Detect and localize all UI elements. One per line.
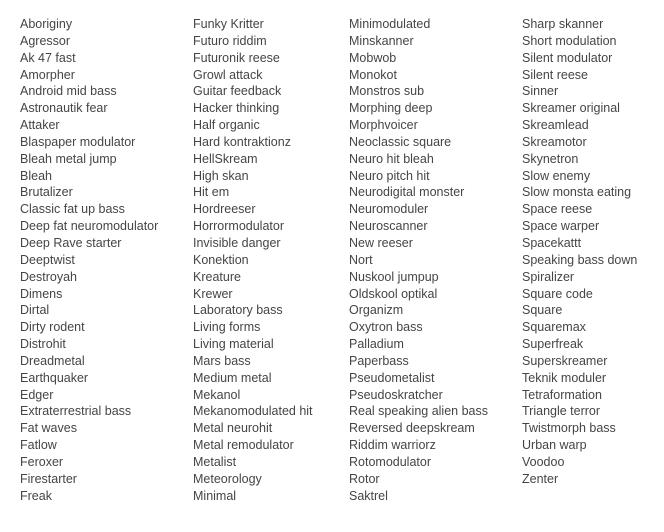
preset-name: Laboratory bass <box>193 303 283 318</box>
preset-name: Minskanner <box>349 33 414 48</box>
preset-name: Extraterrestrial bass <box>20 404 132 419</box>
preset-name: Android mid bass <box>20 84 117 99</box>
preset-name: Living material <box>193 337 274 352</box>
preset-name: Earthquaker <box>20 370 89 385</box>
preset-name: Neuro pitch hit <box>349 168 430 183</box>
preset-name: Saktrel <box>349 488 388 503</box>
preset-name: Invisible danger <box>193 235 281 250</box>
preset-column-1 <box>20 16 158 504</box>
preset-name: Square <box>522 303 563 318</box>
preset-name: Bleah <box>20 168 52 183</box>
preset-name: Sinner <box>522 84 559 99</box>
preset-name: HellSkream <box>193 151 258 166</box>
preset-name: Neuromoduler <box>349 202 429 217</box>
preset-name: Firestarter <box>20 471 77 486</box>
preset-name: Deep fat neuromodulator <box>20 219 159 234</box>
preset-name: Distrohit <box>20 337 66 352</box>
preset-name: Metal neurohit <box>193 421 273 436</box>
preset-name: Dreadmetal <box>20 353 85 368</box>
preset-name: Skreamlead <box>522 118 589 133</box>
preset-name: Guitar feedback <box>193 84 282 99</box>
preset-name: Metal remodulator <box>193 438 294 453</box>
preset-name: Konektion <box>193 252 249 267</box>
preset-name: Agressor <box>20 33 71 48</box>
preset-name: Skynetron <box>522 151 579 166</box>
preset-name: Horrormodulator <box>193 219 285 234</box>
preset-name: Medium metal <box>193 370 272 385</box>
preset-name: Astronautik fear <box>20 101 108 116</box>
preset-name: Dimens <box>20 286 63 301</box>
preset-column-2 <box>193 16 313 504</box>
preset-name: High skan <box>193 168 249 183</box>
preset-name: Funky Kritter <box>193 17 264 31</box>
preset-name: Hit em <box>193 185 230 200</box>
preset-name: Oldskool optikal <box>349 286 438 301</box>
preset-name: Mekanol <box>193 387 241 402</box>
preset-name: Krewer <box>193 286 233 301</box>
preset-name: Square code <box>522 286 593 301</box>
preset-name: Oxytron bass <box>349 320 423 335</box>
preset-name: Tetraformation <box>522 387 602 402</box>
preset-name: Riddim warriorz <box>349 438 436 453</box>
preset-name: Morphvoicer <box>349 118 418 133</box>
preset-name: Neuroscanner <box>349 219 428 234</box>
preset-name: Ak 47 fast <box>20 50 76 65</box>
preset-name: Urban warp <box>522 438 587 453</box>
preset-name: Nuskool jumpup <box>349 269 439 284</box>
preset-name: Deeptwist <box>20 252 75 267</box>
preset-name: Mekanomodulated hit <box>193 404 313 419</box>
preset-name: Slow monsta eating <box>522 185 632 200</box>
preset-name: Neuro hit bleah <box>349 151 434 166</box>
preset-name: Nort <box>349 252 373 267</box>
preset-name: Zenter <box>522 471 559 486</box>
preset-name: Deep Rave starter <box>20 235 122 250</box>
preset-name: Half organic <box>193 118 260 133</box>
preset-name: Futuro riddim <box>193 33 267 48</box>
preset-name: Twistmorph bass <box>522 421 616 436</box>
preset-name: Hard kontraktionz <box>193 134 291 149</box>
preset-name: Superfreak <box>522 337 584 352</box>
preset-name: Monstros sub <box>349 84 425 99</box>
preset-name: Silent reese <box>522 67 589 82</box>
preset-name: Rotomodulator <box>349 454 431 469</box>
preset-name: Classic fat up bass <box>20 202 125 217</box>
preset-name: Living forms <box>193 320 261 335</box>
preset-name: Hordreeser <box>193 202 256 217</box>
preset-name: Silent modulator <box>522 50 613 65</box>
preset-name: Feroxer <box>20 454 64 469</box>
preset-name: Spiralizer <box>522 269 575 284</box>
preset-name: Fat waves <box>20 421 77 436</box>
preset-name: Morphing deep <box>349 101 433 116</box>
preset-name: Hacker thinking <box>193 101 280 116</box>
preset-name: Triangle terror <box>522 404 601 419</box>
preset-name: Attaker <box>20 118 60 133</box>
preset-name: Fatlow <box>20 438 57 453</box>
preset-name: Futuronik reese <box>193 50 280 65</box>
preset-name: Dirty rodent <box>20 320 85 335</box>
preset-name: Skreamotor <box>522 134 587 149</box>
preset-name: New reeser <box>349 235 413 250</box>
preset-name: Monokot <box>349 67 397 82</box>
preset-name: Voodoo <box>522 454 565 469</box>
preset-name: Space warper <box>522 219 600 234</box>
preset-name: Aboriginy <box>20 17 73 31</box>
preset-name: Superskreamer <box>522 353 608 368</box>
preset-name: Freak <box>20 488 52 503</box>
preset-name: Kreature <box>193 269 241 284</box>
preset-name: Teknik moduler <box>522 370 607 385</box>
preset-name: Neurodigital monster <box>349 185 465 200</box>
preset-name: Minimodulated <box>349 17 431 31</box>
preset-name: Palladium <box>349 337 404 352</box>
preset-name: Edger <box>20 387 54 402</box>
preset-name: Mars bass <box>193 353 251 368</box>
preset-name: Pseudometalist <box>349 370 435 385</box>
preset-name: Neoclassic square <box>349 134 452 149</box>
preset-name: Brutalizer <box>20 185 73 200</box>
preset-name: Slow enemy <box>522 168 591 183</box>
preset-name: Minimal <box>193 488 237 503</box>
preset-name: Real speaking alien bass <box>349 404 488 419</box>
preset-name: Sharp skanner <box>522 17 604 31</box>
preset-name: Organizm <box>349 303 404 318</box>
preset-name: Blaspaper modulator <box>20 134 136 149</box>
preset-name: Short modulation <box>522 33 617 48</box>
preset-name: Amorpher <box>20 67 75 82</box>
preset-name: Paperbass <box>349 353 409 368</box>
preset-name: Space reese <box>522 202 593 217</box>
preset-name: Squaremax <box>522 320 586 335</box>
preset-name: Bleah metal jump <box>20 151 117 166</box>
preset-name: Pseudoskratcher <box>349 387 443 402</box>
preset-name: Speaking bass down <box>522 252 638 267</box>
preset-name: Spacekattt <box>522 235 582 250</box>
preset-name: Skreamer original <box>522 101 620 116</box>
preset-name: Dirtal <box>20 303 50 318</box>
preset-name: Rotor <box>349 471 380 486</box>
preset-name: Meteorology <box>193 471 262 486</box>
preset-name: Metalist <box>193 454 237 469</box>
preset-name: Mobwob <box>349 50 397 65</box>
preset-column-3 <box>349 16 488 504</box>
preset-name: Growl attack <box>193 67 263 82</box>
preset-name: Destroyah <box>20 269 77 284</box>
preset-column-4 <box>522 16 637 488</box>
preset-name: Reversed deepskream <box>349 421 475 436</box>
